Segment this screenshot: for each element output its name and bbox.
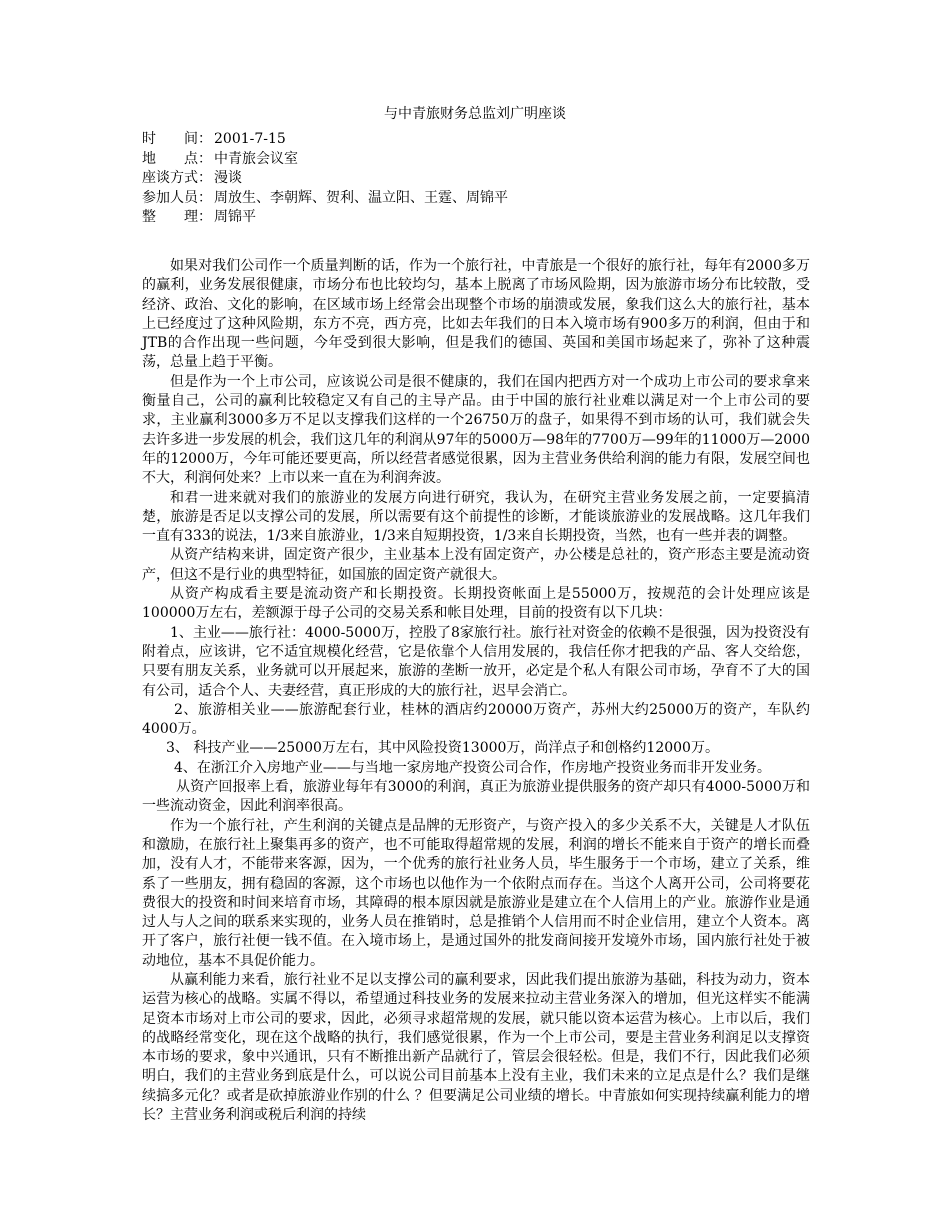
paragraph: 和君一进来就对我们的旅游业的发展方向进行研究，我认为，在研究主营业务发展之前，一定要搞清楚，旅游是否足以支撑公司的发展，所以需要有这个前提性的诊断，才能谈旅游业的发展战略。这几年我们一直有333的说法，1/3来自旅游业，1/3来自短期投资，1/3来自长期投资，当然，也有一些并表的调整。 [142,489,810,545]
document-title: 与中青旅财务总监刘广明座谈 [384,106,566,122]
paragraph: 作为一个旅行社，产生利润的关键点是品牌的无形资产，与资产投入的多少关系不大，关键是人才队伍和激励，在旅行社上聚集再多的资产，也不可能取得超常规的发展，利润的增长不能来自于资产的增长而叠加，没有人才，不能带来客源，因为，一个优秀的旅行社业务人员，毕生服务于一个市场，建立了关系，维系了一些朋友，拥有稳固的客源，这个市场也以他作为一个依附点而存在。当这个人离开公司，公司将要花费很大的投资和时间来培育市场，其障碍的根本原因就是旅游业是建立在个人信用上的产业。旅游作业是通过人与人之间的联系来实现的，业务人员在推销时，总是推销个人信用而不时企业信用，建立个人资本。离开了客户，旅行社便一钱不值。在入境市场上，是通过国外的批发商间接开发境外市场，国内旅行社处于被动地位，基本不具促价能力。 [142,817,810,969]
paragraph: 从资产回报率上看，旅游业每年有3000的利润，真正为旅游业提供服务的资产却只有4000-5000万和一些流动资金，因此利润率很高。 [142,779,810,815]
meta-value: 周锦平 [214,209,256,225]
meta-label: 座谈方式： [142,170,212,186]
meta-row-editor [142,208,822,228]
list-item: 4、在浙江介入房地产业——与当地一家房地产投资公司合作，作房地产投资业务而非开发业务。 [174,759,771,776]
paragraph: 如果对我们公司作一个质量判断的话，作为一个旅行社，中青旅是一个很好的旅行社，每年有2000多万的赢利，业务发展很健康，市场分布也比较均匀，基本上脱离了市场风险期，因为旅游市场分布比较散，受经济、政治、文化的影响，在区域市场上经常会出现整个市场的崩溃或发展，象我们这么大的旅行社，基本上已经度过了这种风险期，东方不亮，西方亮，比如去年我们的日本入境市场有900多万的利润，但由于和JTB的合作出现一些问题，今年受到很大影响，但是我们的德国、英国和美国市场起来了，弥补了这种震荡，总量上趋于平衡。 [142,258,810,371]
meeting-info [142,130,822,228]
meta-value: 中青旅会议室 [214,150,298,167]
meta-value: 周放生、李朝辉、贺利、温立阳、王霆、周锦平 [214,189,508,206]
paragraph: 从赢利能力来看，旅行社业不足以支撑公司的赢利要求，因此我们提出旅游为基础，科技为动力，资本运营为核心的战略。实属不得以，希望通过科技业务的发展来拉动主营业务深入的增加，但光这样实不能满足资本市场对上市公司的要求，因此，必须寻求超常规的发展，就只能以资本运营为核心。上市以后，我们的战略经常变化，现在这个战略的执行，我们感觉很累，作为一个上市公司，要是主营业务利润足以支撑资本市场的要求，象中兴通讯，只有不断推出新产品就行了，管层会很轻松。但是，我们不行，因此我们必须明白，我们的主营业务到底是什么，可以说公司目前基本上没有主业，我们未来的立足点是什么？我们是继续搞多元化？或者是砍掉旅游业作别的什么 ？但要满足公司业绩的增长。中青旅如何实现持续赢利能力的增长？主营业务利润或税后利润的持续 [142,971,810,1124]
meta-label: 时 间： [142,131,212,147]
list-item: 3、 科技产业——25000万左右，其中风险投资13000万，尚洋点子和创格约12000万。 [166,740,719,757]
document-body [142,257,810,1125]
meta-row-place [142,150,822,170]
meta-label: 参加人员： [142,189,212,206]
meta-row-format [142,169,822,189]
meta-row-time [142,130,822,150]
meta-value: 漫谈 [214,170,242,186]
meta-label: 整 理： [142,209,212,225]
meta-label: 地 点： [142,150,212,167]
meta-row-participants [142,189,822,209]
paragraph: 从资产构成看主要是流动资产和长期投资。长期投资帐面上是55000万，按规范的会计处理应该是100000万左右，差额源于母子公司的交易关系和帐目处理，目前的投资有以下几块： [142,586,810,622]
list-item: 2、旅游相关业——旅游配套行业，桂林的酒店约20000万资产，苏州大约25000万的资产，车队约4000万。 [142,701,810,738]
paragraph: 从资产结构来讲，固定资产很少，主业基本上没有固定资产，办公楼是总社的，资产形态主要是流动资产，但这不是行业的典型特征，如国旅的固定资产就很大。 [142,547,810,583]
meta-value: 2001-7-15 [214,131,286,147]
list-item: 1、主业——旅行社：4000-5000万，控股了8家旅行社。旅行社对资金的依赖不是很强，因为投资没有附着点，应该讲，它不适宜规模化经营，它是依靠个人信用发展的，我信任你才把我的产品、客人交给您，只要有朋友关系，业务就可以开展起来，旅游的垄断一放开，必定是个私人有限公司市场，孕育不了大的国有公司，适合个人、夫妻经营，真正形成的大的旅行社，迟早会消亡。 [142,624,810,699]
paragraph: 但是作为一个上市公司，应该说公司是很不健康的，我们在国内把西方对一个成功上市公司的要求拿来衡量自己，公司的赢利比较稳定又有自己的主导产品。由于中国的旅行社业难以满足对一个上市公司的要求，主业赢利3000多万不足以支撑我们这样的一个26750万的盘子，如果得不到市场的认可，我们就会失去许多进一步发展的机会，我们这几年的利润从97年的5000万—98年的7700万—99年的11000万—2000年的12000万，今年可能还要更高，所以经营者感觉很累，因为主营业务供给利润的能力有限，发展空间也不大，利润何处来？上市以来一直在为利润奔波。 [142,373,810,487]
